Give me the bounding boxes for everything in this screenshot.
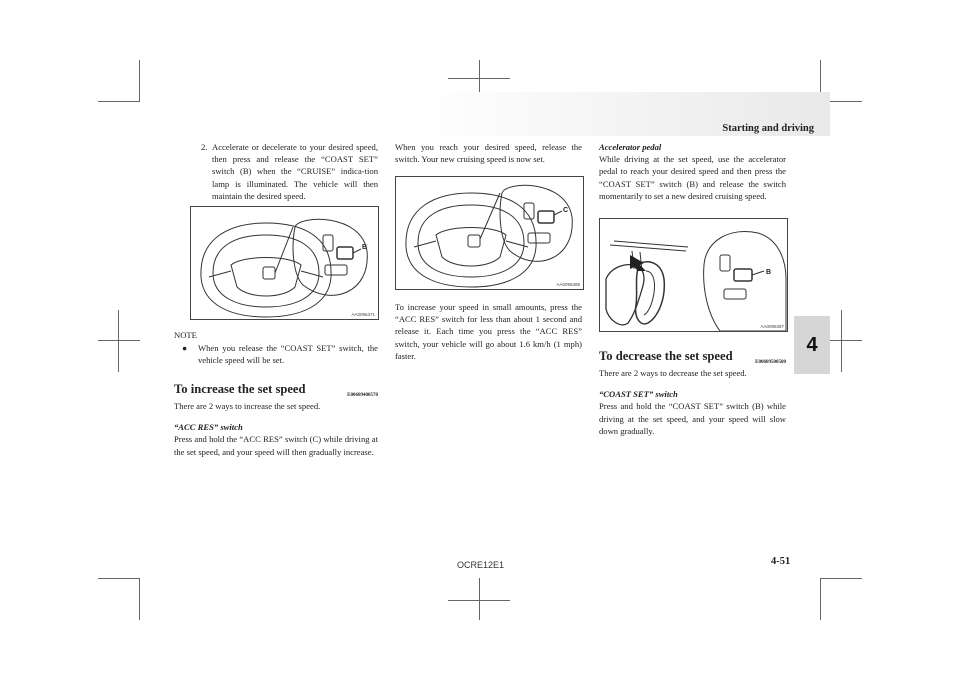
coast-set-title: “COAST SET” switch (599, 389, 678, 400)
document-code: OCRE12E1 (457, 560, 505, 570)
col2-intro: When you reach your desired speed, release the switch. Your new cruising speed is now set. (395, 142, 582, 165)
column-3 (599, 141, 786, 202)
small-amounts-text: To increase your speed in small amounts, press the “ACC RES” switch for less than about 1 second and release it. Each time you press the “ACC RES” switch, your vehicle will go about 1.6 km/h (1 mph) faster. (395, 302, 582, 361)
svg-text:B: B (766, 269, 772, 276)
coast-set-text: Press and hold the “COAST SET” switch (B) while driving at the set speed, and your speed will slow down gradually. (599, 401, 786, 436)
decrease-intro: There are 2 ways to decrease the set speed. (599, 368, 747, 378)
note-title: NOTE (174, 330, 197, 340)
section-title: Starting and driving (722, 123, 814, 134)
figure-steering-wheel-c: C AA0096388 (395, 176, 584, 290)
svg-text:C: C (563, 207, 569, 214)
svg-text:B: B (362, 244, 368, 251)
increase-heading: To increase the set speed E00609400570 (174, 382, 378, 397)
figure-steering-wheel-b: B AA0096371 (190, 206, 379, 320)
page-number: 4-51 (771, 556, 791, 567)
chapter-tab: 4 (794, 316, 830, 374)
increase-intro: There are 2 ways to increase the set speed. (174, 401, 321, 411)
steering-wheel-diagram (191, 207, 378, 319)
arrow-icon (630, 255, 646, 271)
decrease-heading: To decrease the set speed E00609500500 (599, 349, 786, 364)
increase-code: E00609400570 (347, 393, 378, 398)
decrease-code: E00609500500 (755, 360, 786, 365)
accel-text: While driving at the set speed, use the accelerator pedal to reach your desired speed and then press the “COAST SET” switch (B) and release the switch momentarily to set a new desired cruising speed. (599, 154, 786, 201)
bullet-icon: ● (182, 343, 188, 354)
step-2-text: Accelerate or decelerate to your desired speed, then press and release the “COAST SET” switch (B) when the “CRUISE” indica-tion lamp is illuminated. The vehicle will then maintain the desired speed. (212, 142, 378, 201)
step-2: 2. Accelerate or decelerate to your desired speed, then press and release the “COAST SET” switch (B) when the “CRUISE” indica-tion lamp is illuminated. The vehicle will then maintain the desired speed. (201, 142, 378, 201)
accel-title: Accelerator pedal (599, 142, 662, 152)
column-2 (395, 141, 582, 165)
note-block (174, 329, 378, 367)
acc-res-text: Press and hold the “ACC RES” switch (C) while driving at the set speed, and your speed will then gradually increase. (174, 434, 378, 457)
figure-pedal-switch: B AA0096397 (599, 218, 788, 332)
decrease-section (599, 349, 786, 437)
pedal-switch-diagram (600, 219, 787, 331)
column-1 (174, 141, 378, 202)
steering-wheel-diagram-c (396, 177, 583, 289)
acc-res-title: “ACC RES” switch (174, 422, 243, 433)
note-item: ● When you release the “COAST SET” switch, the vehicle speed will be set. (182, 343, 378, 366)
increase-section (174, 382, 378, 458)
